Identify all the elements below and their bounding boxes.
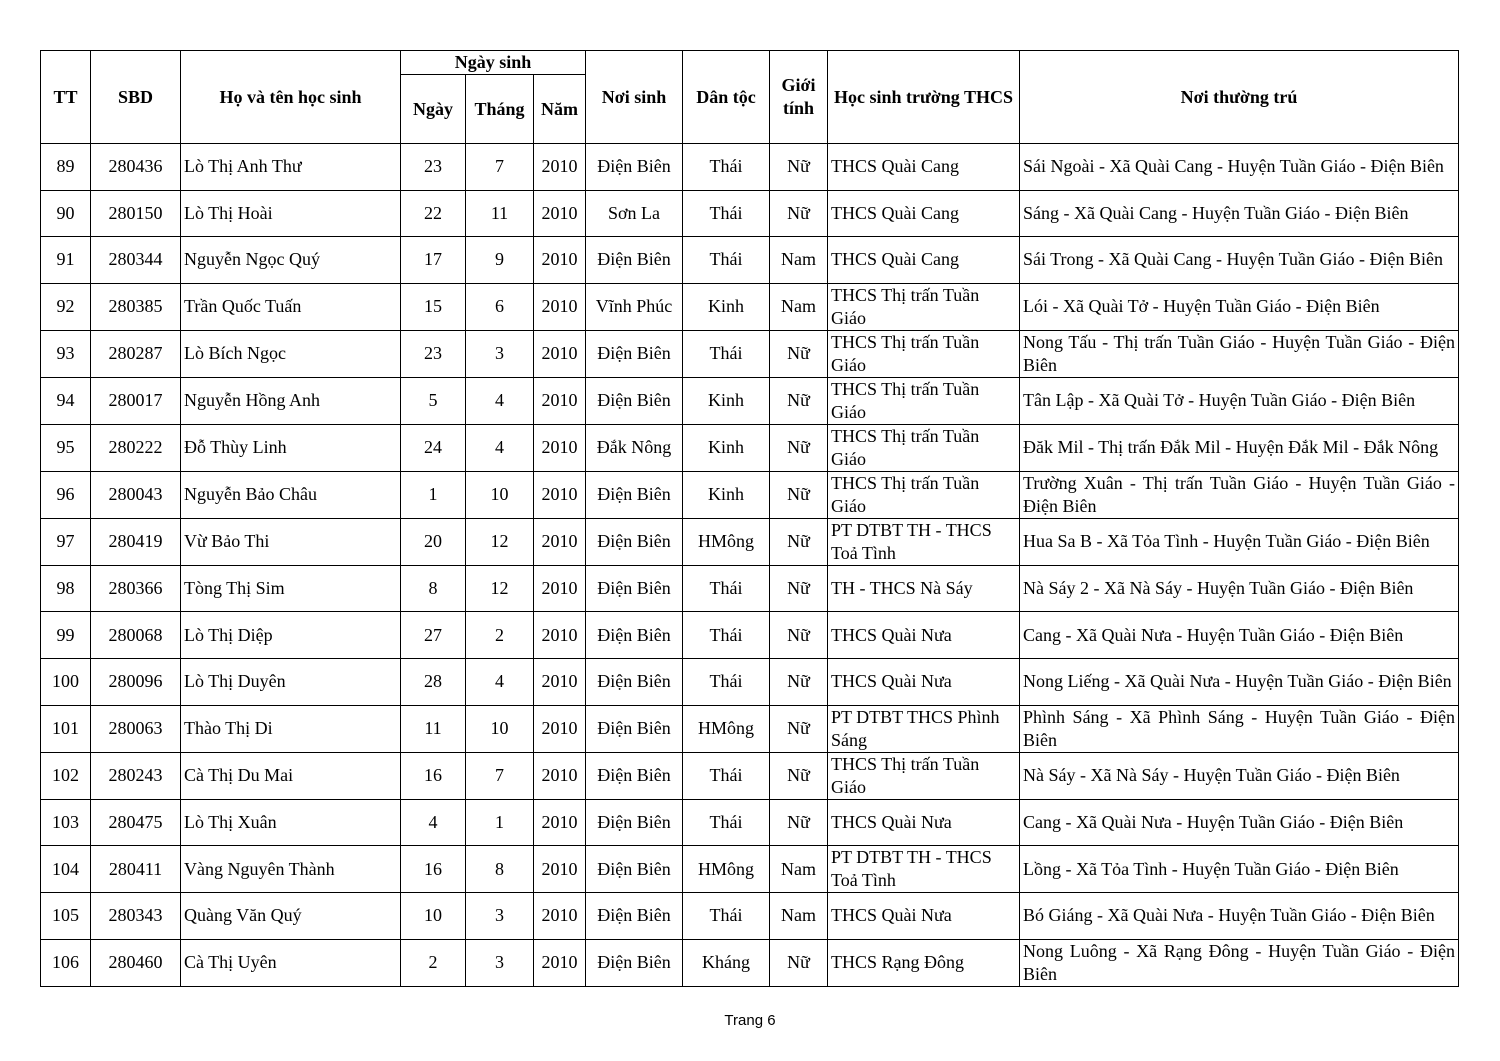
table-row — [41, 752, 1459, 799]
cell-ethnicity: Thái — [683, 565, 770, 612]
cell-gender: Nữ — [770, 565, 828, 612]
cell-residence: Sái Ngoài - Xã Quài Cang - Huyện Tuần Giáo - Điện Biên — [1020, 144, 1459, 191]
cell-name: Quàng Văn Quý — [181, 893, 401, 940]
cell-day: 2 — [401, 939, 466, 986]
cell-school: TH - THCS Nà Sáy — [828, 565, 1020, 612]
cell-gender: Nam — [770, 893, 828, 940]
table-row — [41, 237, 1459, 284]
cell-name: Đỗ Thùy Linh — [181, 424, 401, 471]
cell-day: 22 — [401, 190, 466, 237]
cell-year: 2010 — [534, 846, 586, 893]
cell-sbd: 280287 — [91, 330, 181, 377]
cell-school: THCS Thị trấn Tuần Giáo — [828, 471, 1020, 518]
cell-name: Cà Thị Uyên — [181, 939, 401, 986]
cell-year: 2010 — [534, 283, 586, 330]
cell-sbd: 280017 — [91, 377, 181, 424]
cell-birthplace: Điện Biên — [586, 752, 683, 799]
cell-month: 10 — [466, 705, 534, 752]
cell-birthplace: Điện Biên — [586, 658, 683, 705]
cell-gender: Nữ — [770, 190, 828, 237]
header-year: Năm — [534, 75, 586, 144]
cell-residence: Bó Giáng - Xã Quài Nưa - Huyện Tuần Giáo - Điện Biên — [1020, 893, 1459, 940]
cell-year: 2010 — [534, 752, 586, 799]
cell-tt: 106 — [41, 939, 91, 986]
table-row — [41, 846, 1459, 893]
cell-year: 2010 — [534, 377, 586, 424]
cell-school: THCS Quài Cang — [828, 190, 1020, 237]
cell-residence: Tân Lập - Xã Quài Tở - Huyện Tuần Giáo - Điện Biên — [1020, 377, 1459, 424]
cell-year: 2010 — [534, 424, 586, 471]
cell-gender: Nữ — [770, 752, 828, 799]
cell-sbd: 280419 — [91, 518, 181, 565]
cell-name: Trần Quốc Tuấn — [181, 283, 401, 330]
cell-school: THCS Quài Nưa — [828, 799, 1020, 846]
cell-school: PT DTBT TH - THCS Toả Tình — [828, 846, 1020, 893]
cell-name: Nguyễn Bảo Châu — [181, 471, 401, 518]
header-birthplace: Nơi sinh — [586, 51, 683, 144]
table-body — [41, 144, 1459, 987]
cell-month: 9 — [466, 237, 534, 284]
cell-residence: Nong Luông - Xã Rạng Đông - Huyện Tuần Giáo - Điện Biên — [1020, 939, 1459, 986]
cell-year: 2010 — [534, 518, 586, 565]
cell-ethnicity: Thái — [683, 893, 770, 940]
cell-month: 6 — [466, 283, 534, 330]
cell-tt: 97 — [41, 518, 91, 565]
cell-gender: Nữ — [770, 518, 828, 565]
cell-ethnicity: Kháng — [683, 939, 770, 986]
cell-name: Lò Thị Hoài — [181, 190, 401, 237]
cell-day: 17 — [401, 237, 466, 284]
cell-school: THCS Thị trấn Tuần Giáo — [828, 424, 1020, 471]
cell-gender: Nam — [770, 846, 828, 893]
cell-school: THCS Quài Nưa — [828, 612, 1020, 659]
cell-gender: Nam — [770, 237, 828, 284]
cell-sbd: 280150 — [91, 190, 181, 237]
table-row — [41, 705, 1459, 752]
cell-tt: 89 — [41, 144, 91, 191]
cell-school: THCS Quài Cang — [828, 144, 1020, 191]
cell-ethnicity: HMông — [683, 705, 770, 752]
cell-gender: Nữ — [770, 377, 828, 424]
cell-year: 2010 — [534, 658, 586, 705]
cell-residence: Phình Sáng - Xã Phình Sáng - Huyện Tuần Giáo - Điện Biên — [1020, 705, 1459, 752]
cell-day: 16 — [401, 846, 466, 893]
cell-year: 2010 — [534, 893, 586, 940]
cell-month: 3 — [466, 893, 534, 940]
cell-sbd: 280243 — [91, 752, 181, 799]
cell-month: 8 — [466, 846, 534, 893]
cell-sbd: 280366 — [91, 565, 181, 612]
cell-residence: Nong Tấu - Thị trấn Tuần Giáo - Huyện Tuần Giáo - Điện Biên — [1020, 330, 1459, 377]
cell-birthplace: Vĩnh Phúc — [586, 283, 683, 330]
cell-gender: Nữ — [770, 612, 828, 659]
cell-sbd: 280068 — [91, 612, 181, 659]
cell-birthplace: Điện Biên — [586, 471, 683, 518]
cell-ethnicity: Thái — [683, 237, 770, 284]
cell-residence: Nà Sáy - Xã Nà Sáy - Huyện Tuần Giáo - Điện Biên — [1020, 752, 1459, 799]
cell-name: Nguyễn Ngọc Quý — [181, 237, 401, 284]
cell-ethnicity: Kinh — [683, 471, 770, 518]
cell-tt: 99 — [41, 612, 91, 659]
cell-birthplace: Điện Biên — [586, 893, 683, 940]
cell-ethnicity: Thái — [683, 330, 770, 377]
cell-birthplace: Sơn La — [586, 190, 683, 237]
cell-residence: Sáng - Xã Quài Cang - Huyện Tuần Giáo - Điện Biên — [1020, 190, 1459, 237]
cell-school: THCS Thị trấn Tuần Giáo — [828, 752, 1020, 799]
cell-name: Nguyễn Hồng Anh — [181, 377, 401, 424]
cell-year: 2010 — [534, 144, 586, 191]
cell-name: Lò Thị Duyên — [181, 658, 401, 705]
cell-tt: 95 — [41, 424, 91, 471]
cell-tt: 105 — [41, 893, 91, 940]
cell-ethnicity: Thái — [683, 144, 770, 191]
cell-gender: Nữ — [770, 939, 828, 986]
cell-day: 23 — [401, 330, 466, 377]
cell-name: Lò Thị Xuân — [181, 799, 401, 846]
cell-residence: Hua Sa B - Xã Tỏa Tình - Huyện Tuần Giáo - Điện Biên — [1020, 518, 1459, 565]
cell-day: 4 — [401, 799, 466, 846]
cell-year: 2010 — [534, 565, 586, 612]
cell-tt: 91 — [41, 237, 91, 284]
cell-month: 3 — [466, 330, 534, 377]
table-row — [41, 190, 1459, 237]
cell-day: 20 — [401, 518, 466, 565]
cell-residence: Lói - Xã Quài Tở - Huyện Tuần Giáo - Điện Biên — [1020, 283, 1459, 330]
cell-gender: Nữ — [770, 658, 828, 705]
cell-name: Lò Thị Diệp — [181, 612, 401, 659]
cell-tt: 100 — [41, 658, 91, 705]
cell-school: THCS Quài Nưa — [828, 658, 1020, 705]
cell-residence: Nà Sáy 2 - Xã Nà Sáy - Huyện Tuần Giáo - Điện Biên — [1020, 565, 1459, 612]
cell-year: 2010 — [534, 330, 586, 377]
cell-residence: Lồng - Xã Tỏa Tình - Huyện Tuần Giáo - Điện Biên — [1020, 846, 1459, 893]
cell-school: THCS Thị trấn Tuần Giáo — [828, 377, 1020, 424]
table-row — [41, 658, 1459, 705]
cell-year: 2010 — [534, 705, 586, 752]
cell-name: Vừ Bảo Thi — [181, 518, 401, 565]
cell-residence: Cang - Xã Quài Nưa - Huyện Tuần Giáo - Điện Biên — [1020, 799, 1459, 846]
cell-birthplace: Điện Biên — [586, 846, 683, 893]
cell-day: 8 — [401, 565, 466, 612]
header-month: Tháng — [466, 75, 534, 144]
cell-tt: 90 — [41, 190, 91, 237]
cell-tt: 98 — [41, 565, 91, 612]
header-gender: Giới tính — [770, 51, 828, 144]
cell-birthplace: Điện Biên — [586, 330, 683, 377]
cell-ethnicity: Thái — [683, 658, 770, 705]
cell-ethnicity: Kinh — [683, 283, 770, 330]
table-row — [41, 893, 1459, 940]
cell-year: 2010 — [534, 237, 586, 284]
cell-day: 24 — [401, 424, 466, 471]
cell-day: 23 — [401, 144, 466, 191]
cell-sbd: 280043 — [91, 471, 181, 518]
cell-birthplace: Điện Biên — [586, 705, 683, 752]
cell-sbd: 280436 — [91, 144, 181, 191]
cell-sbd: 280222 — [91, 424, 181, 471]
cell-tt: 96 — [41, 471, 91, 518]
header-school: Học sinh trường THCS — [828, 51, 1020, 144]
cell-gender: Nữ — [770, 705, 828, 752]
cell-sbd: 280096 — [91, 658, 181, 705]
cell-tt: 103 — [41, 799, 91, 846]
cell-school: PT DTBT TH - THCS Toả Tình — [828, 518, 1020, 565]
cell-month: 10 — [466, 471, 534, 518]
cell-residence: Cang - Xã Quài Nưa - Huyện Tuần Giáo - Điện Biên — [1020, 612, 1459, 659]
cell-birthplace: Điện Biên — [586, 144, 683, 191]
cell-month: 7 — [466, 144, 534, 191]
cell-sbd: 280411 — [91, 846, 181, 893]
cell-ethnicity: Thái — [683, 752, 770, 799]
cell-school: PT DTBT THCS Phình Sáng — [828, 705, 1020, 752]
header-day: Ngày — [401, 75, 466, 144]
cell-year: 2010 — [534, 471, 586, 518]
cell-month: 1 — [466, 799, 534, 846]
cell-day: 5 — [401, 377, 466, 424]
cell-name: Thào Thị Di — [181, 705, 401, 752]
cell-tt: 101 — [41, 705, 91, 752]
header-residence: Nơi thường trú — [1020, 51, 1459, 144]
cell-tt: 94 — [41, 377, 91, 424]
cell-day: 11 — [401, 705, 466, 752]
cell-birthplace: Điện Biên — [586, 377, 683, 424]
cell-sbd: 280385 — [91, 283, 181, 330]
cell-ethnicity: HMông — [683, 846, 770, 893]
cell-birthplace: Điện Biên — [586, 565, 683, 612]
cell-month: 12 — [466, 565, 534, 612]
cell-month: 12 — [466, 518, 534, 565]
table-row — [41, 612, 1459, 659]
table-row — [41, 518, 1459, 565]
cell-sbd: 280460 — [91, 939, 181, 986]
cell-school: THCS Thị trấn Tuần Giáo — [828, 330, 1020, 377]
cell-gender: Nữ — [770, 330, 828, 377]
table-row — [41, 283, 1459, 330]
cell-day: 16 — [401, 752, 466, 799]
table-row — [41, 939, 1459, 986]
cell-name: Tòng Thị Sim — [181, 565, 401, 612]
cell-tt: 102 — [41, 752, 91, 799]
cell-birthplace: Điện Biên — [586, 939, 683, 986]
cell-month: 2 — [466, 612, 534, 659]
cell-year: 2010 — [534, 939, 586, 986]
cell-month: 4 — [466, 658, 534, 705]
cell-name: Lò Bích Ngọc — [181, 330, 401, 377]
cell-tt: 92 — [41, 283, 91, 330]
header-tt: TT — [41, 51, 91, 144]
cell-day: 10 — [401, 893, 466, 940]
cell-day: 1 — [401, 471, 466, 518]
cell-sbd: 280343 — [91, 893, 181, 940]
cell-birthplace: Điện Biên — [586, 799, 683, 846]
cell-day: 27 — [401, 612, 466, 659]
table-row — [41, 471, 1459, 518]
cell-school: THCS Quài Cang — [828, 237, 1020, 284]
cell-residence: Trường Xuân - Thị trấn Tuần Giáo - Huyện Tuần Giáo - Điện Biên — [1020, 471, 1459, 518]
cell-school: THCS Thị trấn Tuần Giáo — [828, 283, 1020, 330]
cell-gender: Nữ — [770, 471, 828, 518]
cell-gender: Nữ — [770, 799, 828, 846]
table-row — [41, 377, 1459, 424]
cell-sbd: 280344 — [91, 237, 181, 284]
cell-day: 28 — [401, 658, 466, 705]
cell-school: THCS Rạng Đông — [828, 939, 1020, 986]
header-ethnicity: Dân tộc — [683, 51, 770, 144]
cell-month: 4 — [466, 377, 534, 424]
cell-sbd: 280063 — [91, 705, 181, 752]
cell-birthplace: Đắk Nông — [586, 424, 683, 471]
student-table — [40, 50, 1459, 987]
cell-residence: Nong Liếng - Xã Quài Nưa - Huyện Tuần Giáo - Điện Biên — [1020, 658, 1459, 705]
cell-gender: Nam — [770, 283, 828, 330]
cell-gender: Nữ — [770, 424, 828, 471]
cell-name: Vàng Nguyên Thành — [181, 846, 401, 893]
header-sbd: SBD — [91, 51, 181, 144]
cell-residence: Đăk Mil - Thị trấn Đắk Mil - Huyện Đắk Mil - Đắk Nông — [1020, 424, 1459, 471]
cell-month: 11 — [466, 190, 534, 237]
cell-sbd: 280475 — [91, 799, 181, 846]
cell-gender: Nữ — [770, 144, 828, 191]
cell-ethnicity: HMông — [683, 518, 770, 565]
cell-birthplace: Điện Biên — [586, 518, 683, 565]
cell-residence: Sái Trong - Xã Quài Cang - Huyện Tuần Giáo - Điện Biên — [1020, 237, 1459, 284]
cell-ethnicity: Thái — [683, 612, 770, 659]
header-name: Họ và tên học sinh — [181, 51, 401, 144]
cell-name: Cà Thị Du Mai — [181, 752, 401, 799]
cell-ethnicity: Kinh — [683, 377, 770, 424]
cell-month: 4 — [466, 424, 534, 471]
header-dob-group: Ngày sinh — [401, 51, 586, 75]
table-row — [41, 424, 1459, 471]
cell-year: 2010 — [534, 190, 586, 237]
table-row — [41, 565, 1459, 612]
cell-school: THCS Quài Nưa — [828, 893, 1020, 940]
cell-ethnicity: Thái — [683, 190, 770, 237]
cell-year: 2010 — [534, 612, 586, 659]
cell-year: 2010 — [534, 799, 586, 846]
cell-ethnicity: Thái — [683, 799, 770, 846]
cell-month: 7 — [466, 752, 534, 799]
cell-day: 15 — [401, 283, 466, 330]
table-row — [41, 799, 1459, 846]
table-row — [41, 144, 1459, 191]
table-row — [41, 330, 1459, 377]
page-number: Trang 6 — [724, 1012, 776, 1029]
cell-tt: 104 — [41, 846, 91, 893]
cell-month: 3 — [466, 939, 534, 986]
cell-ethnicity: Kinh — [683, 424, 770, 471]
cell-name: Lò Thị Anh Thư — [181, 144, 401, 191]
cell-birthplace: Điện Biên — [586, 612, 683, 659]
cell-birthplace: Điện Biên — [586, 237, 683, 284]
cell-tt: 93 — [41, 330, 91, 377]
